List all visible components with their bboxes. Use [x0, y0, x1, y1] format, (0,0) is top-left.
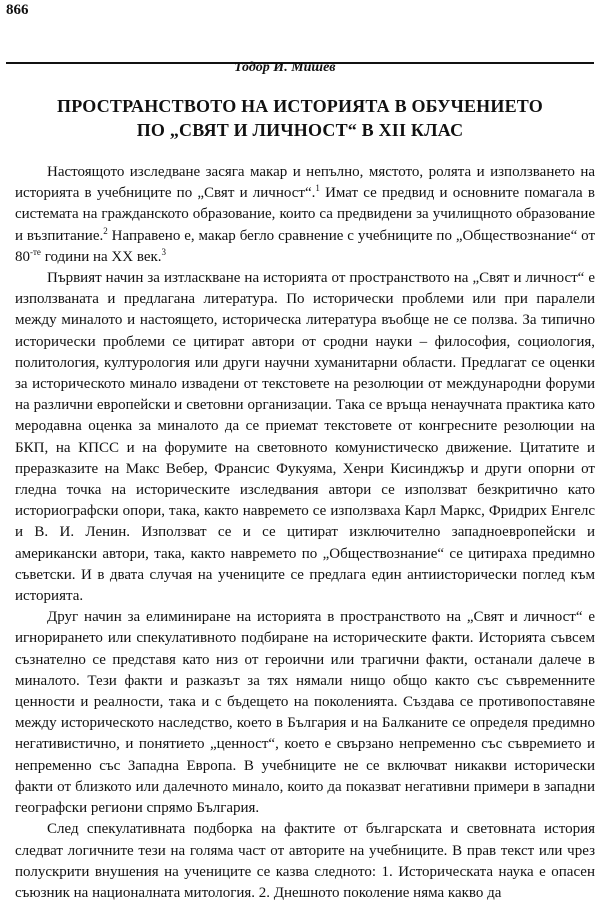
paragraph-text: Настоящото изследване засяга макар и непълно, мястото, ролята и използването на историята в учебниците по „Свят и личност“. — [15, 164, 595, 202]
footnote-marker: 1 — [315, 183, 320, 194]
paragraph-text: Направено е, макар бегло сравнение с учебниците по „Обществознание“ от 80 — [15, 227, 595, 265]
body-paragraph — [15, 268, 595, 607]
article-title-line-2: ПО „СВЯТ И ЛИЧНОСТ“ В XII КЛАС — [136, 120, 464, 140]
paragraph-text: години на ХХ век. — [40, 248, 162, 265]
footnote-marker: 3 — [161, 246, 167, 257]
footnote-marker: 2 — [103, 225, 108, 236]
body-paragraph — [15, 162, 595, 268]
running-head-rule — [6, 60, 594, 75]
footnote-marker: -те — [30, 246, 41, 257]
article-title — [0, 94, 600, 142]
running-head-author: Тодор И. Мишев — [234, 60, 336, 75]
paragraph-text: Друг начин за елиминиране на историята в пространството на „Свят и личност“ е игнорирането или спекулативното подбиране на историческите факти. Историята съвсем съзнателно се представя като низ от героични или трагични факти, останали далече в миналото. Тези факти и разказът за тях нямали нищо общо както със съвременните ценности и реалности, така и с бъдещето на поколенията. Създава се противопоставяне между историческото наследство, което в България и на Балканите се определя предимно негативистично, и понятието „ценност“, което е свързано непременно със съвремието и непременно със Западна Европа. В учебниците не се включват никакви исторически факти от близкото или далечното минало, които да показват негативни примери в западни географски региони спрямо България. — [15, 609, 595, 817]
body-paragraph — [15, 607, 595, 819]
paragraph-text: Имат се предвид и основните помагала в системата на гражданското образование, които са предвидени за училищното образование и възпитание. — [15, 185, 595, 244]
paragraph-text: Първият начин за изтласкване на историята от пространството на „Свят и личност“ е използваната и предлагана литература. По исторически проблеми или при паралели между миналото и настоящето, историческа литература въобще не се ползва. За типично исторически проблеми се цитират автори от сродни науки – философия, социология, политология, културология или други научни хуманитарни области. Предлагат се оценки за историческото минало извадени от текстовете на резолюции от международни форуми на различни европейски и световни организации. Така се връща ненаучната практика като меродавна оценка за миналото да се приемат текстовете от конгресните резолюции на БКП, на КПСС и на форумите на световното комунистическо движение. Цитатите и преразказите на Макс Вебер, Франсис Фукуяма, Хенри Кисинджър и други опорни от гледна точка на историческите изследвания автори се използват безкритично като историографски опори, така, както навремето се използваха Карл Маркс, Фридрих Енгелс и В. И. Ленин. Използват се и се цитират изключително западноевропейски и американски автори, така, както навремето по „Обществознание“ се цитираха предимно съветски. И в двата случая на учениците се предлага един антиисторически поглед към историята. — [15, 270, 595, 605]
body-paragraph — [15, 819, 595, 904]
page-number: 866 — [6, 2, 29, 18]
article-title-line-1: ПРОСТРАНСТВОТО НА ИСТОРИЯТА В ОБУЧЕНИЕТО — [57, 96, 543, 116]
article-body — [15, 162, 595, 904]
paragraph-text: След спекулативната подборка на фактите от българската и световната история следват логичните тези на голяма част от авторите на учебниците. В прав текст или чрез полускрити внушения на учениците се казва следното: 1. Историческата наука е опасен съюзник на националната митология. 2. Днешното поколение няма какво да — [15, 821, 595, 901]
